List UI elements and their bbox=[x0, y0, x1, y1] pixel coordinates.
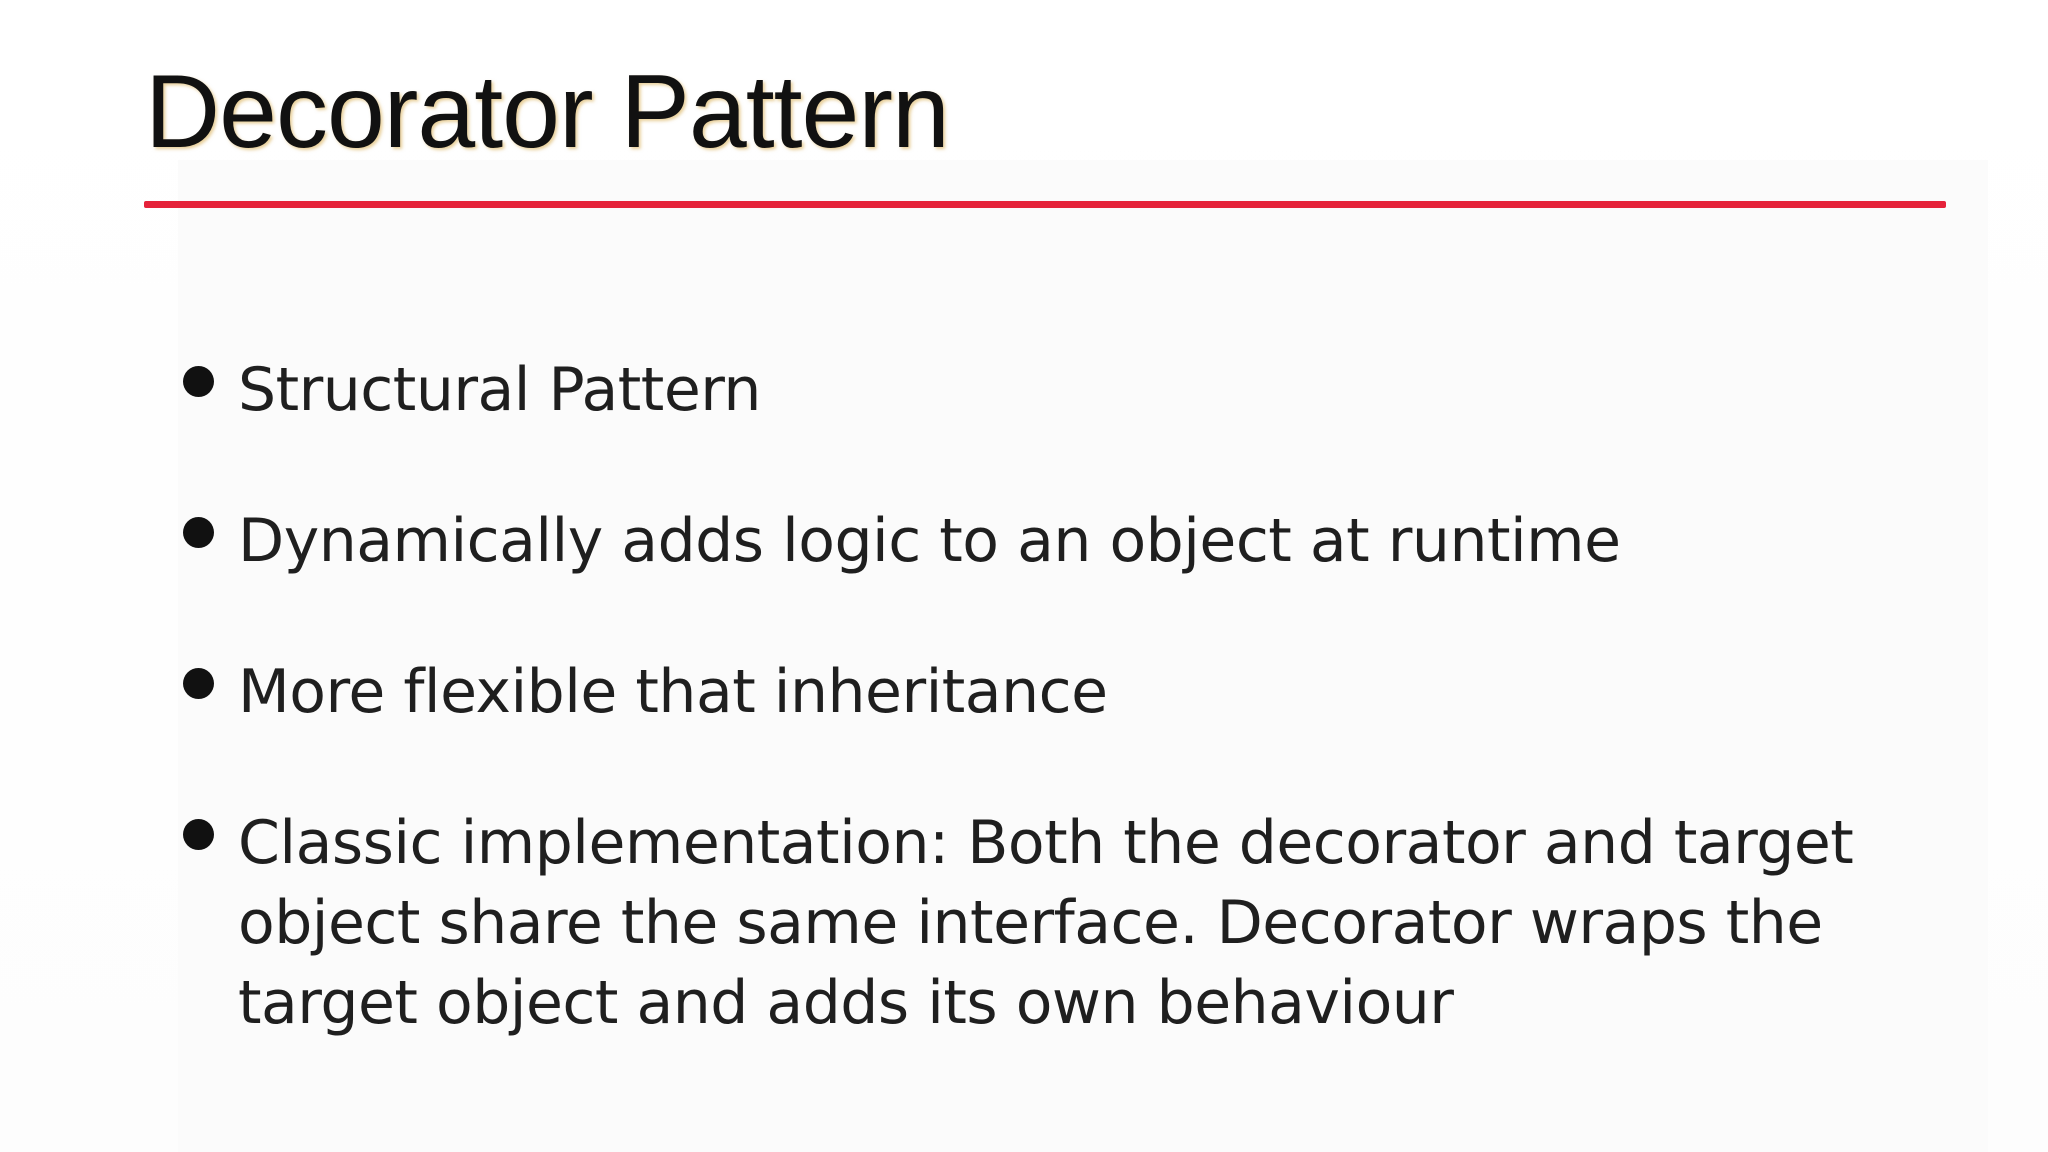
bullet-item bbox=[183, 350, 1903, 430]
bullet-text: Dynamically adds logic to an object at runtime bbox=[238, 506, 1621, 576]
bullet-icon bbox=[183, 517, 214, 548]
slide-title: Decorator Pattern bbox=[145, 54, 949, 170]
bullet-item bbox=[183, 803, 1903, 1043]
bullet-text: More flexible that inheritance bbox=[238, 657, 1108, 727]
bullet-text: Structural Pattern bbox=[238, 355, 761, 425]
bullet-icon bbox=[183, 366, 214, 397]
bullet-icon bbox=[183, 668, 214, 699]
bullet-icon bbox=[183, 819, 214, 850]
title-underline bbox=[144, 201, 1946, 208]
bullet-item bbox=[183, 501, 1903, 581]
bullet-list bbox=[183, 350, 1903, 1043]
bullet-text: Classic implementation: Both the decorator and target object share the same interface. Decorator wraps the target object and adds its own behaviour bbox=[238, 808, 1854, 1038]
bullet-item bbox=[183, 652, 1903, 732]
